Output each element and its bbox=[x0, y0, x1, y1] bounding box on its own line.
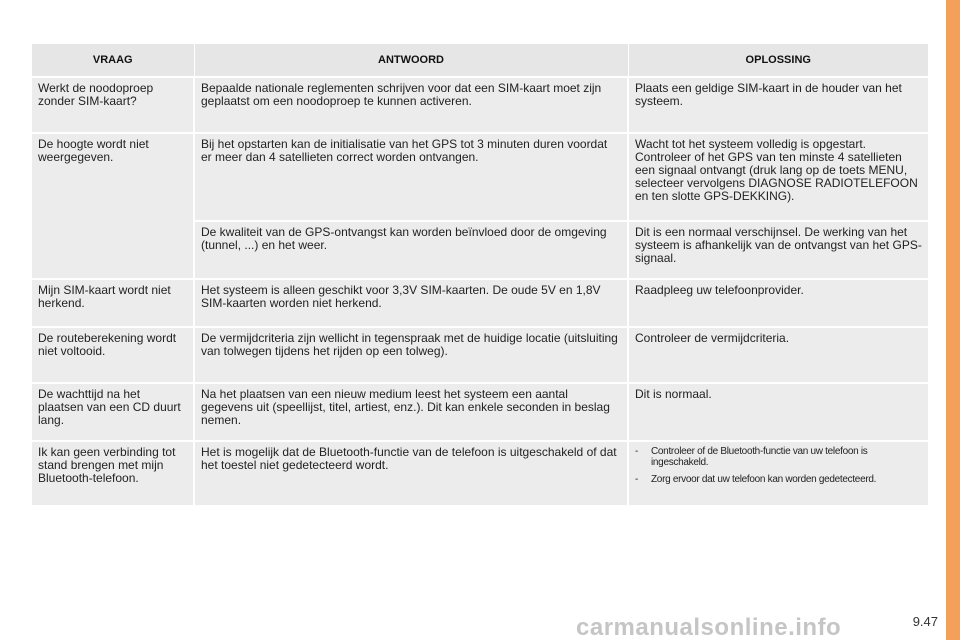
solution-cell: Raadpleeg uw telefoonprovider. bbox=[628, 279, 928, 327]
question-cell: Mijn SIM-kaart wordt niet herkend. bbox=[32, 279, 194, 327]
table-row bbox=[32, 279, 928, 327]
table-row bbox=[32, 327, 928, 383]
list-item-text: Controleer of de Bluetooth-functie van uw telefoon is ingeschakeld. bbox=[651, 446, 868, 468]
table-row bbox=[32, 441, 928, 505]
dash-bullet: - bbox=[635, 474, 639, 485]
list-item bbox=[635, 446, 922, 468]
answer-cell: Bepaalde nationale reglementen schrijven voor dat een SIM-kaart moet zijn geplaatst om een noodoproep te kunnen activeren. bbox=[194, 77, 628, 133]
answer-cell: Het is mogelijk dat de Bluetooth-functie van de telefoon is uitgeschakeld of dat het toestel niet gedetecteerd wordt. bbox=[194, 441, 628, 505]
watermark: carmanualsonline.info bbox=[576, 614, 842, 641]
answer-cell: Na het plaatsen van een nieuw medium leest het systeem een aantal gegevens uit (speellijst, titel, artiest, enz.). Dit kan enkele seconden in beslag nemen. bbox=[194, 383, 628, 441]
table-row bbox=[32, 77, 928, 133]
question-cell: Werkt de noodoproep zonder SIM-kaart? bbox=[32, 77, 194, 133]
table-row bbox=[32, 383, 928, 441]
answer-cell: De vermijdcriteria zijn wellicht in tegenspraak met de huidige locatie (uitsluiting van tolwegen tijdens het rijden op een tolweg). bbox=[194, 327, 628, 383]
solution-cell: Plaats een geldige SIM-kaart in de houder van het systeem. bbox=[628, 77, 928, 133]
answer-cell: De kwaliteit van de GPS-ontvangst kan worden beïnvloed door de omgeving (tunnel, ...) en het weer. bbox=[194, 221, 628, 279]
header-answer: ANTWOORD bbox=[194, 44, 628, 77]
solution-cell: Dit is een normaal verschijnsel. De werking van het systeem is afhankelijk van de ontvangst van het GPS-signaal. bbox=[628, 221, 928, 279]
dash-bullet: - bbox=[635, 446, 639, 457]
table-row bbox=[32, 133, 928, 221]
side-accent-bar bbox=[946, 0, 960, 640]
solution-cell: Dit is normaal. bbox=[628, 383, 928, 441]
header-question: VRAAG bbox=[32, 44, 194, 77]
list-item bbox=[635, 474, 922, 485]
page-number: 9.47 bbox=[912, 614, 938, 629]
solution-cell: Controleer de vermijdcriteria. bbox=[628, 327, 928, 383]
solution-cell bbox=[628, 441, 928, 505]
question-cell: De wachttijd na het plaatsen van een CD duurt lang. bbox=[32, 383, 194, 441]
solution-list bbox=[635, 446, 922, 485]
question-cell: De hoogte wordt niet weergegeven. bbox=[32, 133, 194, 279]
list-item-text: Zorg ervoor dat uw telefoon kan worden gedetecteerd. bbox=[651, 474, 877, 485]
answer-cell: Het systeem is alleen geschikt voor 3,3V SIM-kaarten. De oude 5V en 1,8V SIM-kaarten worden niet herkend. bbox=[194, 279, 628, 327]
answer-cell: Bij het opstarten kan de initialisatie van het GPS tot 3 minuten duren voordat er meer dan 4 satellieten correct worden ontvangen. bbox=[194, 133, 628, 221]
question-cell: Ik kan geen verbinding tot stand brengen met mijn Bluetooth-telefoon. bbox=[32, 441, 194, 505]
table-header-row bbox=[32, 44, 928, 77]
troubleshooting-table bbox=[32, 44, 928, 505]
header-solution: OPLOSSING bbox=[628, 44, 928, 77]
question-cell: De routeberekening wordt niet voltooid. bbox=[32, 327, 194, 383]
solution-cell: Wacht tot het systeem volledig is opgestart. Controleer of het GPS van ten minste 4 satellieten een signaal ontvangt (druk lang op de toets MENU, selecteer vervolgens DIAGNOSE RADIOTELEFOON en ten slotte GPS-DEKKING). bbox=[628, 133, 928, 221]
